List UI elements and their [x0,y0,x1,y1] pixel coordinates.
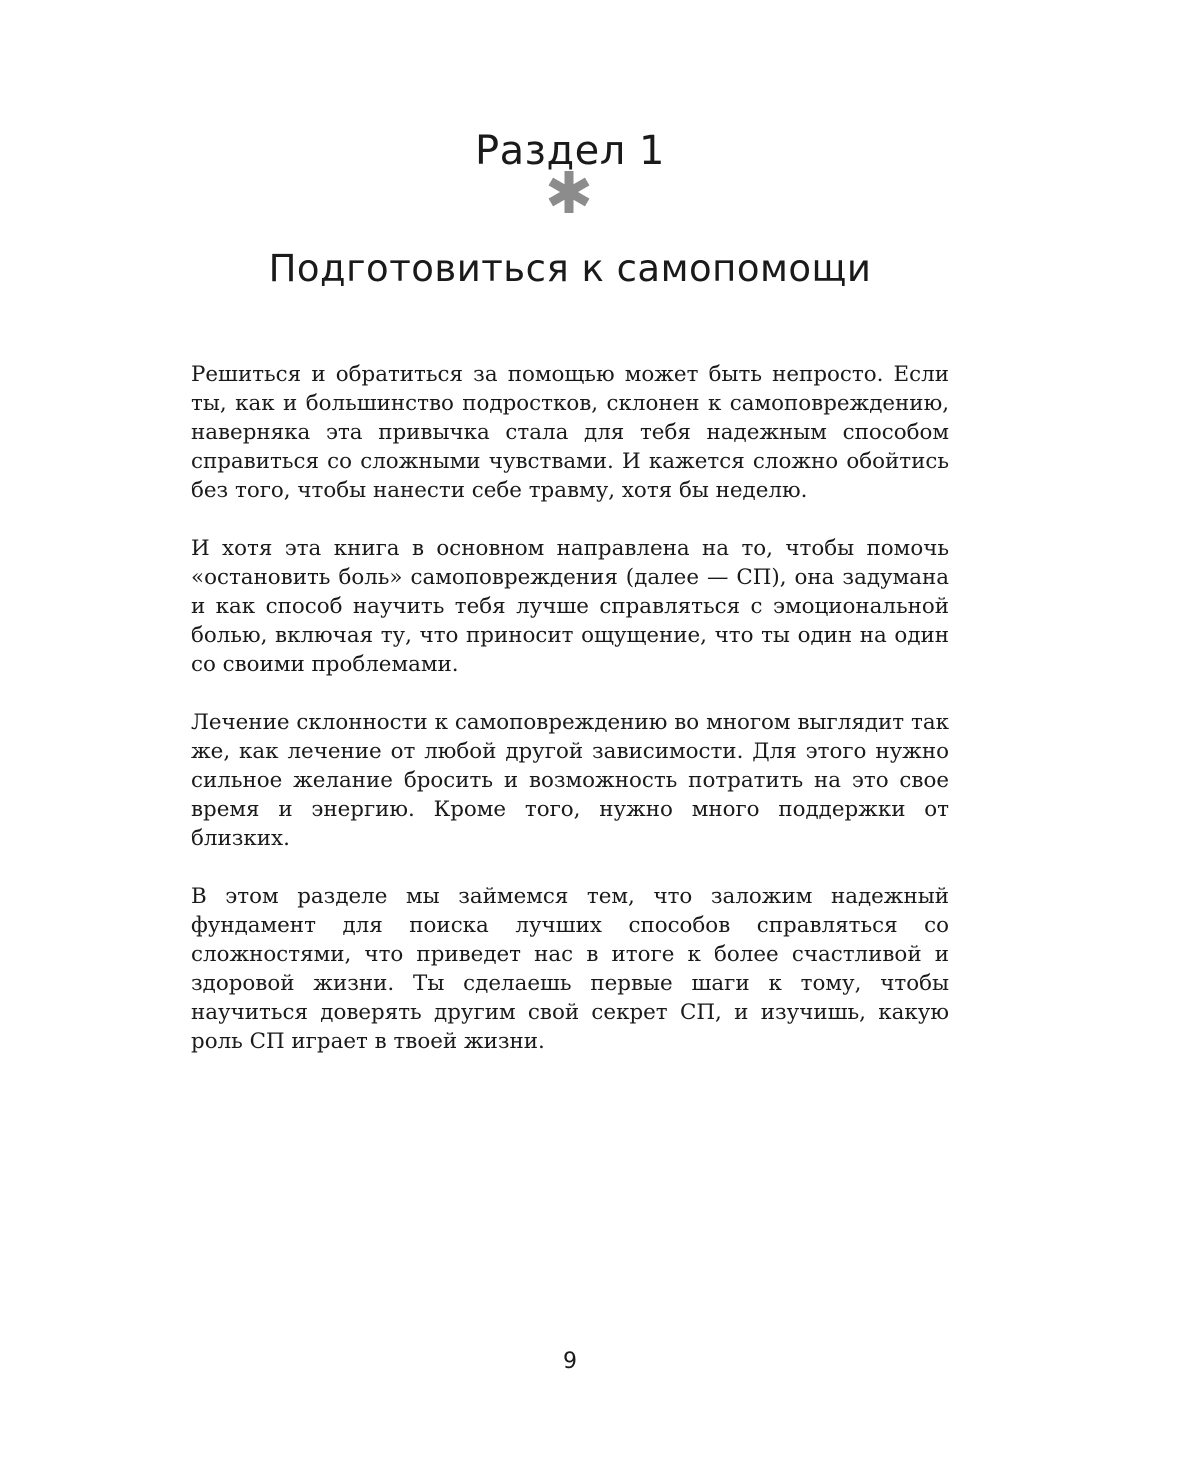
asterisk-icon [545,168,593,216]
paragraph: Решиться и обратиться за помощью может быть непросто. Если ты, как и большинство подростков, склонен к самоповреждению, наверняка эта привычка стала для тебя надежным способом справиться со сложными чувствами. И кажется сложно обойтись без того, чтобы нанести себе травму, хотя бы неделю. [191,362,949,503]
body-text [191,360,949,1085]
paragraph: И хотя эта книга в основном направлена на то, чтобы помочь «остановить боль» самоповреждения (далее — СП), она задумана и как способ научить тебя лучше справляться с эмоциональной болью, включая ту, что приносит ощущение, что ты один на один со своими проблемами. [191,536,949,677]
paragraph: В этом разделе мы займемся тем, что заложим надежный фундамент для поиска лучших способов справляться со сложностями, что приведет нас в итоге к более счастливой и здоровой жизни. Ты сделаешь первые шаги к тому, чтобы научиться доверять другим свой секрет СП, и изучишь, какую роль СП играет в твоей жизни. [191,884,949,1054]
page-number: 9 [563,1349,577,1374]
section-heading: Раздел 1 [475,127,665,174]
section-title: Подготовиться к самопомощи [268,246,872,290]
paragraph: Лечение склонности к самоповреждению во многом выглядит так же, как лечение от любой другой зависимости. Для этого нужно сильное желание бросить и возможность потратить на это свое время и энергию. Кроме того, нужно много поддержки от близких. [191,710,949,851]
